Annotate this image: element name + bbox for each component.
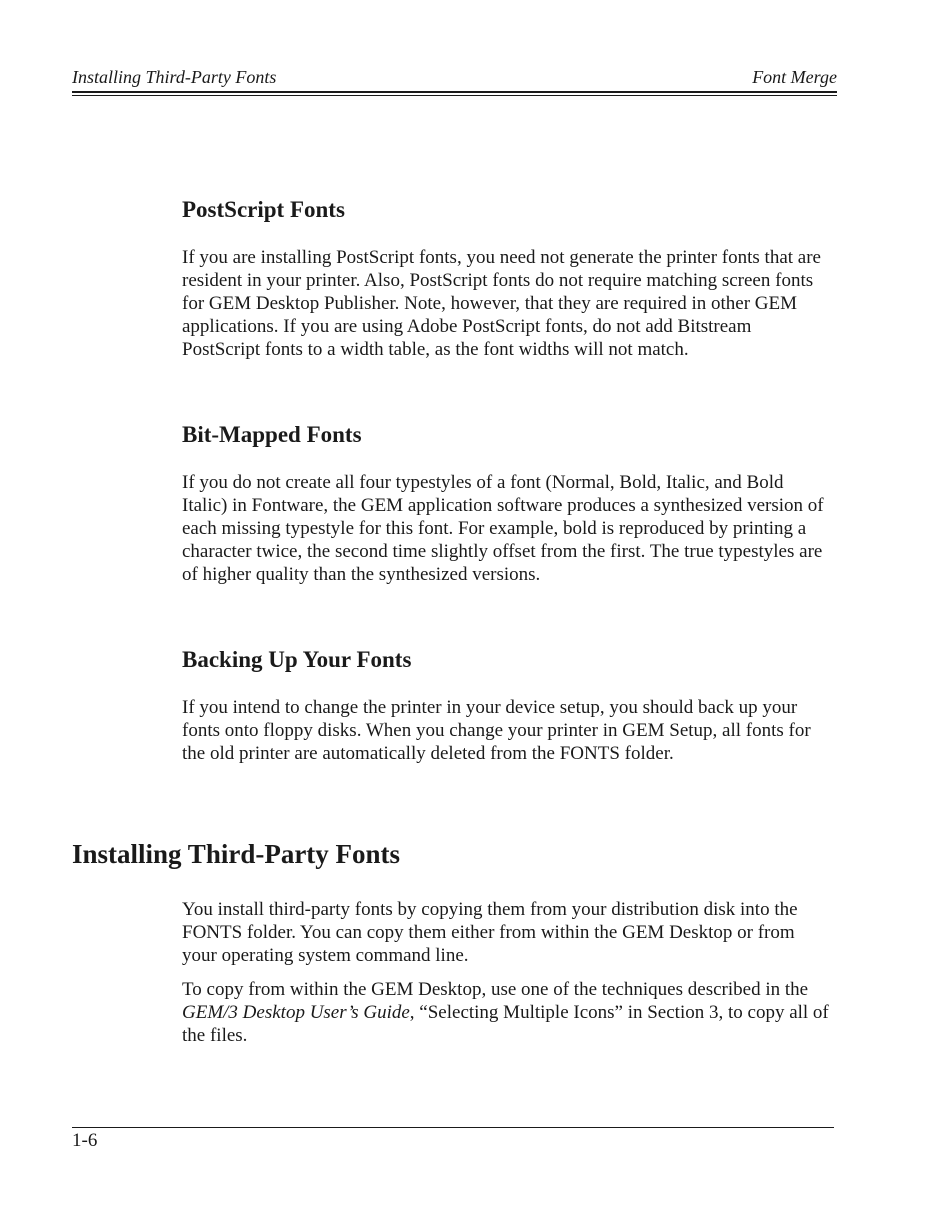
header-rule [72,91,837,93]
heading-installing-third-party-fonts: Installing Third-Party Fonts [72,839,401,869]
running-header-chapter-title: Installing Third-Party Fonts [72,67,277,87]
users-guide-title: GEM/3 Desktop User’s Guide [182,1002,410,1023]
heading-bit-mapped-fonts: Bit-Mapped Fonts [182,422,362,447]
running-header-section-title: Font Merge [752,67,837,87]
page-number: 1-6 [72,1130,98,1151]
paragraph-installing-2-lead: To copy from within the GEM Desktop, use one of the techniques described in the [182,979,809,1000]
paragraph-installing-2-tail: , “Selecting Multiple Icons” in Section 3, to copy all of the files. [182,1002,829,1046]
paragraph-bit-mapped-fonts: If you do not create all four typestyles of a font (Normal, Bold, Italic, and Bold Italic) in Fontware, the GEM application software produces a synthesized version of each missing typestyle for this font. For example, bold is reproduced by printing a character twice, the second time slightly offset from the first. The true typestyles are of higher quality than the synthesized versions. [182,472,824,585]
footer-rule [72,1127,834,1128]
heading-postscript-fonts: PostScript Fonts [182,197,345,222]
paragraph-postscript-fonts: If you are installing PostScript fonts, you need not generate the printer fonts that are resident in your printer. Also, PostScript fonts do not require matching screen fonts for GEM Desktop Publisher. Note, however, that they are required in other GEM applications. If you are using Adobe PostScript fonts, do not add Bitstream PostScript fonts to a width table, as the font widths will not match. [182,247,821,360]
paragraph-installing-2 [182,978,832,1047]
paragraph-backing-up-fonts: If you intend to change the printer in your device setup, you should back up your fonts onto floppy disks. When you change your printer in GEM Setup, all fonts for the old printer are automatically deleted from the FONTS folder. [182,697,811,764]
running-header [72,66,837,88]
paragraph-installing-1: You install third-party fonts by copying them from your distribution disk into the FONTS folder. You can copy them either from within the GEM Desktop or from your operating system command line. [182,899,798,966]
heading-backing-up-fonts: Backing Up Your Fonts [182,647,412,672]
header-rule-secondary [72,95,837,96]
